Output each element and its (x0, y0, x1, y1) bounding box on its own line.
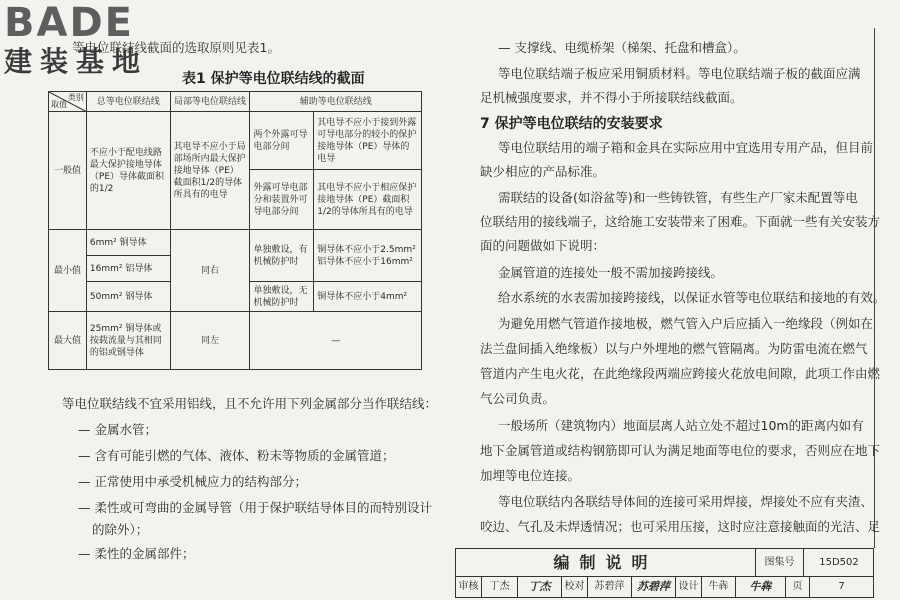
right-line-1: — 支撑线、电缆桥架（梯架、托盘和槽盒）。 (498, 40, 746, 55)
right-para3-l2: 位联结用的接线端子，这给施工安装带来了困难。下面就一些有关安装方 (480, 214, 881, 229)
left-item-4: — 柔性或可弯曲的金属导管（用于保护联结导体目的而特别设计 (78, 500, 432, 515)
table-header-row (49, 92, 422, 112)
header-local: 局部等电位联结线 (170, 92, 250, 112)
left-item-2: — 含有可能引燃的气体、液体、粉末等物质的金属管道； (78, 448, 395, 463)
maximum-aux-cell: — (250, 312, 422, 370)
right-para6-l4: 气公司负责。 (480, 391, 556, 406)
minimum-aux-rule-1: 铜导体不应小于2.5mm² 铝导体不应小于16mm² (314, 230, 422, 282)
right-para1-l1: 等电位联结端子板应采用铜质材料。等电位联结端子板的截面应满 (498, 66, 861, 81)
general-aux-rule-2: 其电导不应小于相应保护接地导体（PE）截面积1/2的导体所具有的电导 (314, 170, 422, 230)
design-signature: 牛犇 (736, 577, 786, 597)
minimum-total-2: 16mm² 铝导体 (86, 256, 170, 282)
minimum-local-cell: 同右 (170, 230, 250, 312)
table-corner-cell (49, 92, 87, 112)
check-signature: 苏碧萍 (632, 577, 676, 597)
left-item-4-cont: 的除外）； (92, 522, 149, 537)
right-para7-l1: 一般场所（建筑物内）地面层离人站立处不超过10m的距离内如有 (498, 418, 864, 433)
atlas-label: 图集号 (756, 549, 804, 577)
general-local-cell: 其电导不应小于局部场所内最大保护接地导体（PE）截面积1/2的导体所具有的电导 (170, 112, 250, 230)
right-para3-l3: 面的问题做如下说明： (480, 238, 606, 253)
general-aux-rule-1: 其电导不应小于接到外露可导电部分的较小的保护接地导体（PE）导体的电导 (314, 112, 422, 170)
lead-line: 等电位联结线截面的选取原则见表1。 (72, 40, 280, 55)
frame-right-border (874, 28, 875, 548)
right-para6-l1: 为避免用燃气管道作接地极，燃气管入户后应插入一绝缘段（例如在 (498, 316, 874, 331)
row-label-general: 一般值 (49, 112, 87, 230)
atlas-number: 15D502 (819, 557, 859, 568)
corner-bottom-label: 取值 (51, 100, 67, 109)
header-total: 总等电位联结线 (86, 92, 170, 112)
header-aux: 辅助等电位联结线 (250, 92, 422, 112)
maximum-local-cell: 同左 (170, 312, 250, 370)
maximum-total-cell: 25mm² 铜导体或按载流量与其相同的铝或钢导体 (86, 312, 170, 370)
review-name: 丁杰 (482, 577, 518, 597)
right-para4: 金属管道的连接处一般不需加接跨接线。 (498, 265, 724, 280)
left-item-1: — 金属水管； (78, 422, 157, 437)
minimum-total-1: 6mm² 铜导体 (86, 230, 170, 256)
right-para8-l1: 等电位联结内各联结导体间的连接可采用焊接，焊接处不应有夹渣、 (498, 494, 874, 509)
table-row (49, 312, 422, 370)
logo-subtext: 建装基地 (4, 45, 149, 78)
table-title: 表1 保护等电位联结线的截面 (182, 71, 365, 87)
row-label-maximum: 最大值 (49, 312, 87, 370)
right-para2-l2: 缺少相应的产品标准。 (480, 164, 606, 179)
left-intro: 等电位联结线不宜采用铝线，且不允许用下列金属部分当作联结线： (62, 396, 438, 411)
table-row (49, 112, 422, 170)
cross-section-table (48, 91, 422, 370)
right-para5: 给水系统的水表需加接跨接线，以保证水管等电位联结和接地的有效。 (498, 290, 886, 305)
right-para6-l3: 管道内产生电火花，在此绝缘段两端应跨接火花放电间隙，此项工作由燃 (480, 366, 881, 381)
page-number: 7 (838, 581, 845, 592)
minimum-total-3: 50mm² 钢导体 (86, 282, 170, 312)
check-name: 苏碧萍 (588, 577, 632, 597)
minimum-aux-case-2: 单独敷设，无机械防护时 (250, 282, 314, 312)
minimum-aux-rule-2: 铜导体不应小于4mm² (314, 282, 422, 312)
row-label-minimum: 最小值 (49, 230, 87, 312)
general-aux-case-1: 两个外露可导电部分间 (250, 112, 314, 170)
right-para7-l2: 地下金属管道或结构钢筋即可认为满足地面等电位的要求，否则应在地下 (480, 443, 881, 458)
review-label: 审核 (456, 577, 482, 597)
title-block-top-row (456, 549, 873, 577)
right-para2-l1: 等电位联结用的端子箱和金具在实际应用中宜选用专用产品，但目前 (498, 140, 874, 155)
design-label: 设计 (676, 577, 702, 597)
left-item-3: — 正常使用中承受机械应力的结构部分； (78, 474, 307, 489)
review-signature: 丁杰 (518, 577, 562, 597)
drawing-name: 编制说明 (456, 549, 756, 577)
table-row (49, 230, 422, 256)
right-para3-l1: 需联结的设备(如浴盆等)和一些铸铁管，有些生产厂家未配置等电 (498, 190, 858, 205)
page-label: 页 (786, 577, 810, 597)
general-aux-case-2: 外露可导电部分和装置外可导电部分间 (250, 170, 314, 230)
corner-top-label: 类别 (67, 93, 84, 102)
title-block-sign-row (456, 577, 873, 597)
left-item-5: — 柔性的金属部件； (78, 546, 195, 561)
minimum-aux-case-1: 单独敷设，有机械防护时 (250, 230, 314, 282)
general-total-cell: 不应小于配电线路最大保护接地导体（PE）导体截面积的1/2 (86, 112, 170, 230)
right-para8-l2: 咬边、气孔及未焊透情况；也可采用压接，这时应注意接触面的光洁、足 (480, 519, 881, 534)
section-7-title: 7 保护等电位联结的安装要求 (480, 116, 663, 132)
title-block (455, 548, 874, 598)
check-label: 校对 (562, 577, 588, 597)
right-para1-l2: 足机械强度要求，并不得小于所接联结线截面。 (480, 90, 743, 105)
design-name: 牛犇 (702, 577, 736, 597)
logo-text: BADE (4, 0, 134, 46)
right-para7-l3: 加埋等电位连接。 (480, 468, 581, 483)
right-para6-l2: 法兰盘间插入绝缘板）以与户外埋地的燃气管隔离。为防雷电流在燃气 (480, 341, 868, 356)
